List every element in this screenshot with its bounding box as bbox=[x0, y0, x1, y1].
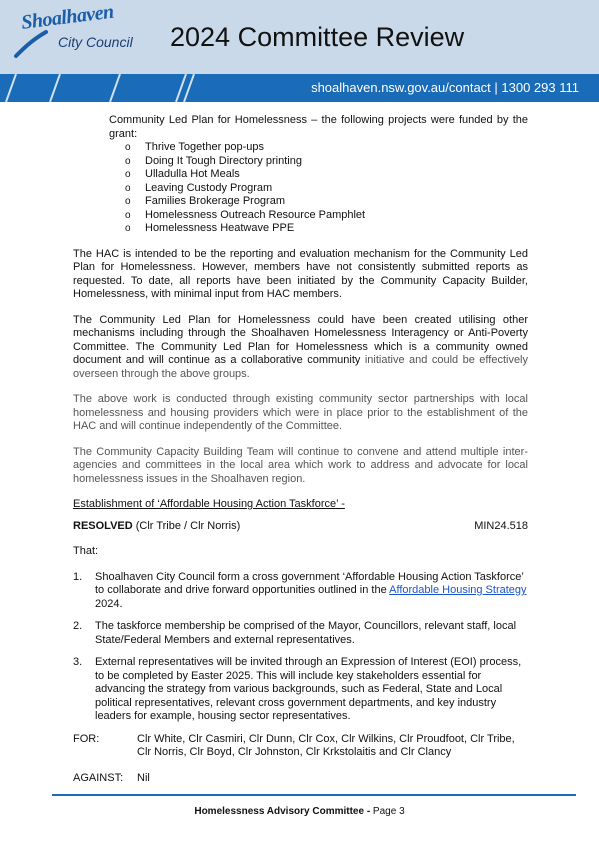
against-list: Nil bbox=[137, 771, 150, 784]
list-item bbox=[73, 571, 528, 612]
item-number: 1. bbox=[73, 570, 83, 583]
shoalhaven-logo bbox=[14, 0, 144, 58]
header-band bbox=[0, 0, 599, 74]
minute-number: MIN24.518 bbox=[474, 519, 528, 532]
affordable-housing-strategy-link[interactable]: Affordable Housing Strategy bbox=[389, 584, 527, 596]
paragraph-hac-reporting: The HAC is intended to be the reporting and evaluation mechanism for the Community Led Plan for Homelessness. However, members have not consistently submitted reports as requested. To date, all reports have been initiated by the Community Capacity Builder, Homelessness, with minimal input from HAC members. bbox=[73, 247, 528, 300]
list-item: o Homelessness Outreach Resource Pamphlet bbox=[125, 209, 528, 223]
logo-line-1: Shoalhaven bbox=[20, 0, 115, 34]
resolution-heading: Establishment of ‘Affordable Housing Action Taskforce’ - bbox=[73, 498, 345, 510]
resolved-label: RESOLVED bbox=[73, 519, 133, 532]
item-text: Shoalhaven City Council form a cross government ‘Affordable Housing Action Taskforce’ to collaborate and drive forward opportunities outlined in the bbox=[95, 570, 524, 596]
grant-intro: Community Led Plan for Homelessness – the following projects were funded by the grant: bbox=[109, 114, 528, 140]
document-body bbox=[73, 114, 528, 785]
page-title: 2024 Committee Review bbox=[170, 22, 465, 52]
paragraph-capacity-team: The Community Capacity Building Team will continue to convene and attend multiple inter-agencies and committees in the local area which work to address and advocate for local homelessness issues in the Shoalhaven region. bbox=[73, 445, 528, 485]
list-item: o Thrive Together pop-ups bbox=[125, 141, 528, 155]
item-text: The taskforce membership be comprised of the Mayor, Councillors, relevant staff, local State/Federal Members and external representatives. bbox=[95, 620, 517, 646]
movers: (Clr Tribe / Clr Norris) bbox=[132, 519, 241, 532]
vote-against bbox=[73, 772, 528, 786]
footer-divider bbox=[52, 794, 576, 796]
contact-link[interactable]: shoalhaven.nsw.gov.au/contact | 1300 293 111 bbox=[311, 80, 579, 95]
list-item: o Leaving Custody Program bbox=[125, 182, 528, 196]
resolved-line bbox=[73, 520, 240, 534]
that-label: That: bbox=[73, 545, 99, 557]
for-list: Clr White, Clr Casmiri, Clr Dunn, Clr Cox, Clr Wilkins, Clr Proudfoot, Clr Tribe, Clr Norris, Clr Boyd, Clr Johnston, Clr Krkstolaitis and Clr Clancy bbox=[137, 732, 515, 758]
item-text-end: 2024. bbox=[95, 597, 123, 610]
resolved-row bbox=[73, 520, 528, 534]
grant-list bbox=[73, 141, 528, 236]
paragraph-text-grey: initiative and could be effectively overseen through the above groups. bbox=[73, 354, 528, 380]
resolution-list bbox=[73, 571, 528, 724]
paragraph-text: The Community Led Plan for Homelessness could have been created utilising other mechanisms including through the Shoalhaven Homelessness Interagency or Anti-Poverty Committee. The Community Led Plan for Homelessness which is a community owned document and will continue as a collaborative community bbox=[73, 313, 528, 366]
for-label: FOR: bbox=[73, 732, 100, 745]
header-stripes-icon bbox=[0, 74, 220, 102]
list-item bbox=[73, 620, 528, 647]
list-item: o Homelessness Heatwave PPE bbox=[125, 222, 528, 236]
item-text: External representatives will be invited through an Expression of Interest (EOI) process, to be completed by Easter 2025. This will include key stakeholders essential for advancing the strategy from various backgrounds, such as Federal, State and Local political representatives, relevant cross government departments, and key industry leaders for example, housing sector representatives. bbox=[95, 656, 522, 722]
header-bar bbox=[0, 74, 599, 102]
footer-committee: Homelessness Advisory Committee - bbox=[194, 806, 371, 817]
list-item: o Ulladulla Hot Meals bbox=[125, 168, 528, 182]
page-footer bbox=[0, 806, 599, 817]
list-item: o Families Brokerage Program bbox=[125, 195, 528, 209]
item-number: 3. bbox=[73, 656, 83, 668]
list-item bbox=[73, 656, 528, 724]
item-number: 2. bbox=[73, 620, 83, 632]
against-label: AGAINST: bbox=[73, 771, 124, 784]
vote-for bbox=[73, 733, 528, 760]
paragraph-community-led-plan bbox=[73, 314, 528, 382]
paragraph-partnerships: The above work is conducted through existing community sector partnerships with local homelessness and housing providers which were in place prior to the establishment of the HAC and will continue independently of the Committee. bbox=[73, 393, 528, 432]
footer-page: Page 3 bbox=[370, 806, 405, 817]
logo-swoosh-icon bbox=[14, 30, 48, 60]
logo-line-2: City Council bbox=[58, 34, 133, 50]
list-item: o Doing It Tough Directory printing bbox=[125, 155, 528, 169]
